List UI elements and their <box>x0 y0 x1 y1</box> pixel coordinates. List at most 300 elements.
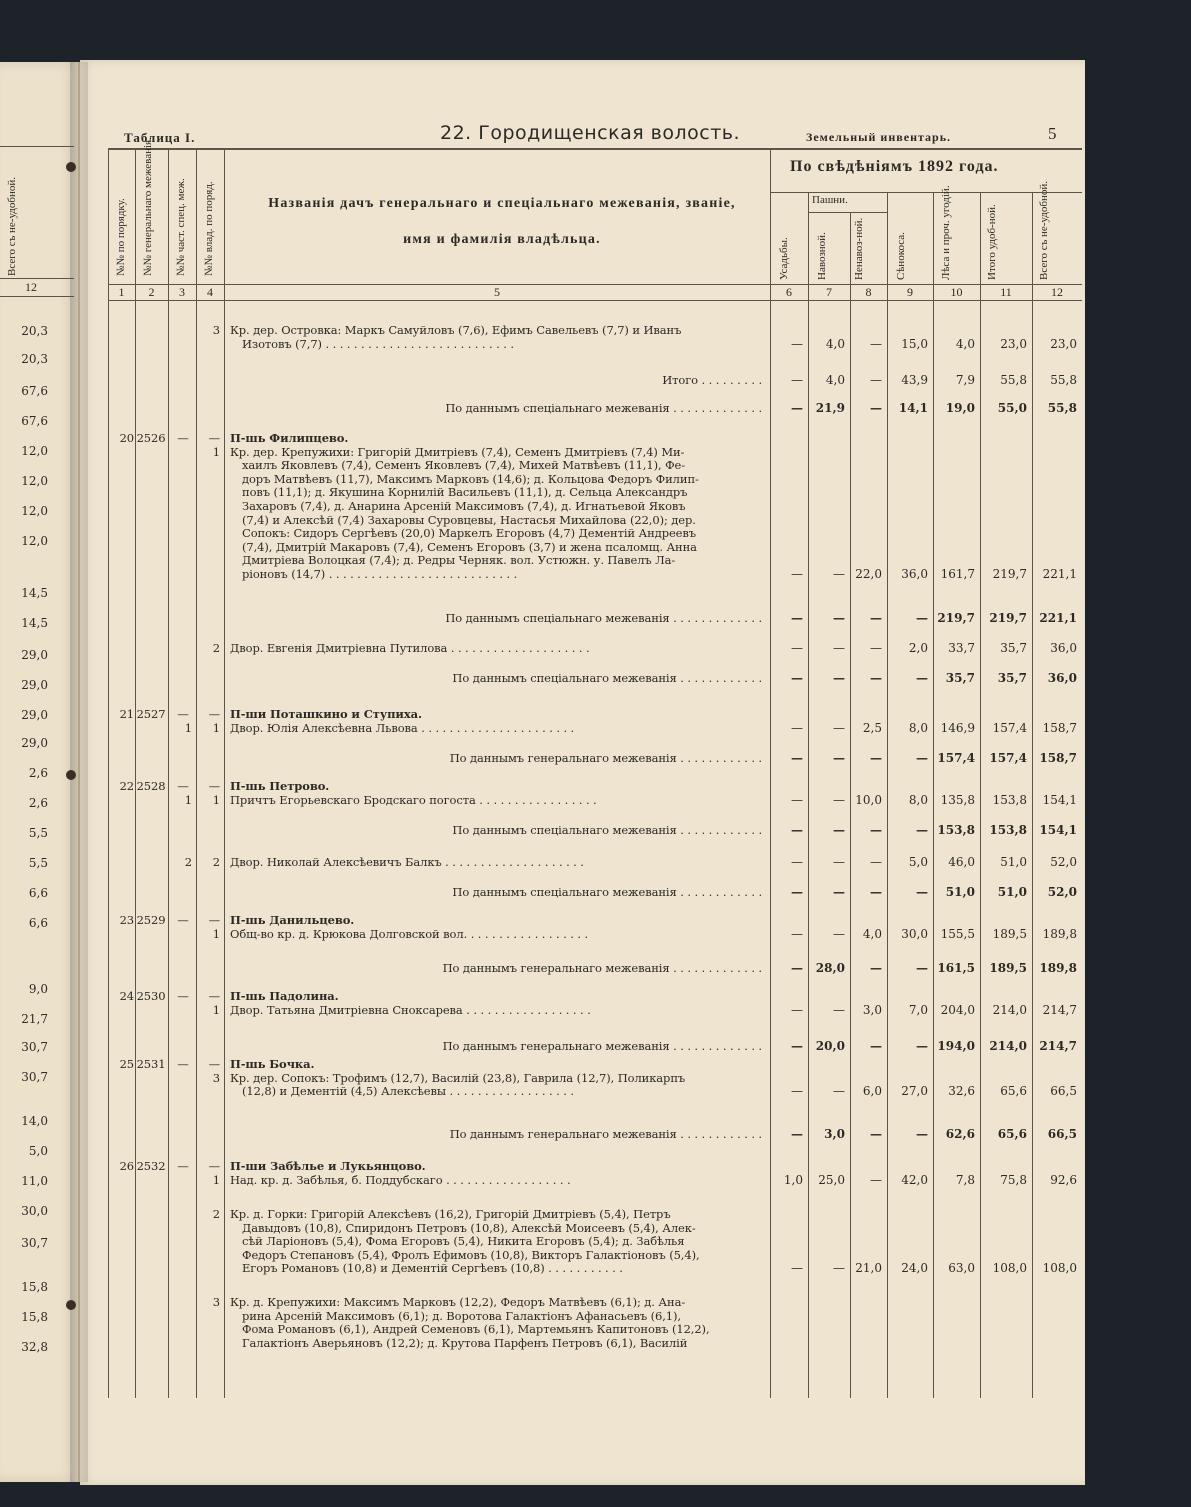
cell-value: 28,0 <box>815 961 845 975</box>
owner-number: — <box>208 779 220 793</box>
cell-value: 194,0 <box>937 1039 975 1053</box>
summary-label: По даннымъ спеціальнаго межеванія . . . . . . . . . . . . <box>452 671 762 685</box>
cell-value: — <box>791 823 803 837</box>
owner-number: — <box>208 707 220 721</box>
cell-value: — <box>791 751 803 765</box>
cell-value: — <box>870 611 882 625</box>
cell-value: 219,7 <box>992 567 1027 581</box>
cell-value: — <box>870 1127 882 1141</box>
left-page-value: 29,0 <box>21 678 48 692</box>
cell-value: 51,0 <box>1000 855 1027 869</box>
cell-value: — <box>791 926 803 941</box>
cell-value: — <box>833 567 845 581</box>
cell-value: 3,0 <box>824 1127 845 1141</box>
cell-value: 157,4 <box>937 751 975 765</box>
cell-value: 55,8 <box>1047 401 1077 415</box>
left-page-value: 9,0 <box>28 982 48 996</box>
cell-value: 23,0 <box>1050 336 1077 351</box>
cell-value: 35,7 <box>945 671 975 685</box>
owner-description-line: Егоръ Романовъ (10,8) и Дементій Сергѣевъ (10,8) . . . . . . . . . . . <box>242 1261 623 1276</box>
binding-ring-icon <box>66 770 76 780</box>
left-page-value: 11,0 <box>21 1174 48 1188</box>
cell-value: — <box>870 671 882 685</box>
col-number: 2 <box>148 285 155 299</box>
rule-vertical <box>224 148 225 1398</box>
left-page-value: 5,5 <box>28 826 48 840</box>
col-header-c2: №№ генеральнаго межеванія. <box>142 137 154 276</box>
owner-description-line: Двор. Юлія Алексѣевна Львова . . . . . . . . . . . . . . . . . . . . . . <box>230 720 575 735</box>
row-heading: П-шь Бочка. <box>230 1057 315 1071</box>
left-page-value: 21,7 <box>21 1012 48 1026</box>
cell-value: — <box>916 751 928 765</box>
cell-value: — <box>870 855 882 869</box>
summary-label: По даннымъ спеціальнаго межеванія . . . . . . . . . . . . <box>452 823 762 837</box>
binding-ring-icon <box>66 1300 76 1310</box>
cell-value: 158,7 <box>1039 751 1077 765</box>
owner-number: 1 <box>212 1172 220 1187</box>
spec-survey-number: — <box>177 1057 189 1071</box>
cell-value: — <box>791 1127 803 1141</box>
row-number: 23 <box>119 913 134 927</box>
cell-value: 2,0 <box>908 641 928 655</box>
cell-value: 66,5 <box>1050 1084 1077 1099</box>
cell-value: — <box>833 641 845 655</box>
owner-description-line: (7,4) и Алексѣй (7,4) Захаровы Суровцевы, Настасья Михайлова (22,0); дер. <box>242 512 696 527</box>
cell-value: 21,0 <box>855 1261 882 1276</box>
left-page-value: 30,7 <box>21 1040 48 1054</box>
left-page-value: 32,8 <box>21 1340 48 1354</box>
gen-survey-number: 2529 <box>136 913 166 927</box>
cell-value: 221,1 <box>1042 567 1077 581</box>
cell-value: — <box>791 373 803 387</box>
rule-horizontal <box>0 146 74 147</box>
cell-value: 55,0 <box>997 401 1027 415</box>
cell-value: — <box>833 823 845 837</box>
cell-value: 153,8 <box>992 792 1027 807</box>
cell-value: 2,5 <box>862 720 882 735</box>
cell-value: 92,6 <box>1050 1172 1077 1187</box>
cell-value: 4,0 <box>862 926 882 941</box>
cell-value: 189,8 <box>1042 926 1077 941</box>
owner-number: 1 <box>212 792 220 807</box>
owner-number: 2 <box>212 855 220 869</box>
cell-value: 135,8 <box>940 792 975 807</box>
cell-value: 204,0 <box>940 1002 975 1017</box>
cell-value: — <box>916 1039 928 1053</box>
cell-value: — <box>870 885 882 899</box>
cell-value: 7,0 <box>908 1002 928 1017</box>
cell-value: 75,8 <box>1000 1172 1027 1187</box>
cell-value: — <box>870 823 882 837</box>
col-number: 1 <box>118 285 125 299</box>
cell-value: — <box>833 885 845 899</box>
cell-value: 4,0 <box>825 373 845 387</box>
cell-value: 189,5 <box>992 926 1027 941</box>
summary-label: По даннымъ генеральнаго межеванія . . . . . . . . . . . . <box>449 751 762 765</box>
cell-value: 6,0 <box>862 1084 882 1099</box>
col-number: 11 <box>1000 285 1012 299</box>
cell-value: — <box>833 671 845 685</box>
rule-horizontal <box>770 192 1082 193</box>
cell-value: — <box>870 401 882 415</box>
col-number: 8 <box>865 285 872 299</box>
cell-value: 7,9 <box>955 373 975 387</box>
owner-description-line: Двор. Татьяна Дмитріевна Сноксарева . . . . . . . . . . . . . . . . . . <box>230 1002 591 1017</box>
row-number: 20 <box>119 431 134 445</box>
cell-value: — <box>833 1002 845 1017</box>
cell-value: — <box>916 823 928 837</box>
cell-value: 43,9 <box>901 373 928 387</box>
owner-description-line: Фома Романовъ (6,1), Андрей Семеновъ (6,1), Мартемьянъ Капитоновъ (12,2), <box>242 1322 710 1337</box>
owner-description-line: Общ-во кр. д. Крюкова Долговской вол. . . . . . . . . . . . . . . . . . <box>230 926 589 941</box>
summary-label: По даннымъ генеральнаго межеванія . . . . . . . . . . . . . <box>442 961 762 975</box>
col-number: 10 <box>950 285 963 299</box>
cell-value: — <box>791 641 803 655</box>
cell-value: 161,5 <box>937 961 975 975</box>
cell-value: 189,5 <box>989 961 1027 975</box>
owner-description-line: повъ (11,1); д. Якушина Корнилій Васильевъ (11,1), д. Сельца Александръ <box>242 485 688 500</box>
page-subtitle: Земельный инвентарь. <box>806 130 952 144</box>
cell-value: 161,7 <box>940 567 975 581</box>
row-heading: П-шь Петрово. <box>230 779 330 793</box>
cell-value: 214,7 <box>1042 1002 1077 1017</box>
left-page-value: 6,6 <box>28 916 48 930</box>
col-number: 6 <box>786 285 792 299</box>
cell-value: 189,8 <box>1039 961 1077 975</box>
row-number: 24 <box>119 989 134 1003</box>
cell-value: — <box>870 641 882 655</box>
owner-description-line: Захаровъ (7,4), д. Анарина Арсеній Максимовъ (7,4), д. Игнатьевой Яковъ <box>242 499 686 513</box>
row-heading: П-ши Забѣлье и Лукьянцово. <box>230 1159 426 1173</box>
rule-horizontal <box>0 296 74 297</box>
cell-value: 153,8 <box>937 823 975 837</box>
spec-survey-number: — <box>177 779 189 793</box>
cell-value: 1,0 <box>783 1172 803 1187</box>
rule-horizontal <box>0 278 74 279</box>
cell-value: 3,0 <box>862 1002 882 1017</box>
cell-value: 10,0 <box>855 792 882 807</box>
owner-number: 1 <box>212 926 220 941</box>
col-header-c1: №№ по порядку. <box>115 198 127 276</box>
owner-number: — <box>208 989 220 1003</box>
cell-value: — <box>833 720 845 735</box>
owner-number: — <box>208 431 220 445</box>
cell-value: 27,0 <box>901 1084 928 1099</box>
left-page-value: 14,5 <box>21 616 48 630</box>
col-header-c6: Усадьбы. <box>778 237 790 280</box>
cell-value: 214,0 <box>989 1039 1027 1053</box>
left-page-value: 6,6 <box>28 886 48 900</box>
col-header-c5: Названія дачъ генеральнаго и спеціальнаго межеванія, званіе, имя и фамилія владѣльца. <box>268 196 736 247</box>
owner-description-line: ріоновъ (14,7) . . . . . . . . . . . . . . . . . . . . . . . . . . . <box>242 567 518 581</box>
cell-value: — <box>916 1127 928 1141</box>
owner-number: 3 <box>212 323 220 337</box>
gen-survey-number: 2527 <box>136 707 166 721</box>
cell-value: 35,7 <box>1000 641 1027 655</box>
col-header-pashni: Пашни. <box>812 194 848 206</box>
owner-number: 1 <box>212 1002 220 1017</box>
cell-value: 8,0 <box>908 720 928 735</box>
left-page-value: 12,0 <box>21 474 48 488</box>
cell-value: — <box>870 1172 882 1187</box>
owner-description-line: Кр. д. Крепужихи: Максимъ Марковъ (12,2), Федоръ Матвѣевъ (6,1); д. Ана- <box>230 1295 686 1309</box>
col-header-c9: Сѣнокоса. <box>895 232 907 280</box>
cell-value: 108,0 <box>992 1261 1027 1276</box>
left-page-value: 30,7 <box>21 1236 48 1250</box>
cell-value: 5,0 <box>908 855 928 869</box>
col-header-c4: №№ влад. по поряд. <box>203 181 215 276</box>
left-page-value: 30,0 <box>21 1204 48 1218</box>
owner-description-line: Галактіонъ Аверьяновъ (12,2); д. Крутова Парфенъ Петровъ (6,1), Василій <box>242 1335 688 1350</box>
col-number: 4 <box>207 285 213 299</box>
left-page-value: 12,0 <box>21 504 48 518</box>
left-page-value: 29,0 <box>21 708 48 722</box>
owner-description-line: хаилъ Яковлевъ (7,4), Семенъ Яковлевъ (7,4), Михей Матвѣевъ (11,1), Фе- <box>242 458 686 473</box>
cell-value: — <box>916 611 928 625</box>
cell-value: — <box>870 373 882 387</box>
row-heading: П-шь Падолина. <box>230 989 339 1003</box>
left-page-value: 29,0 <box>21 648 48 662</box>
cell-value: 154,1 <box>1039 823 1077 837</box>
spec-survey-number: — <box>177 989 189 1003</box>
row-heading: П-ши Поташкино и Ступиха. <box>230 707 422 721</box>
left-page-value: 12,0 <box>21 444 48 458</box>
owner-description-line: Сопокъ: Сидоръ Сергѣевъ (20,0) Маркелъ Егоровъ (4,7) Дементій Андреевъ <box>242 526 696 541</box>
summary-label: Итого . . . . . . . . . <box>662 373 762 387</box>
cell-value: 32,6 <box>948 1084 975 1099</box>
cell-value: 25,0 <box>818 1172 845 1187</box>
rule-horizontal <box>108 148 1082 150</box>
owner-number: 1 <box>212 720 220 735</box>
cell-value: 30,0 <box>901 926 928 941</box>
row-heading: П-шь Филипцево. <box>230 431 349 445</box>
cell-value: — <box>791 336 803 351</box>
summary-label: По даннымъ спеціальнаго межеванія . . . . . . . . . . . . . <box>445 401 762 415</box>
owner-description-line: Давыдовъ (10,8), Спиридонъ Петровъ (10,8), Алексѣй Моисеевъ (5,4), Алек- <box>242 1220 696 1235</box>
owner-description-line: (7,4), Дмитрій Макаровъ (7,4), Семенъ Егоровъ (3,7) и жена псаломщ. Анна <box>242 539 697 554</box>
owner-description-line: Кр. д. Горки: Григорій Алексѣевъ (16,2), Григорій Дмитріевъ (5,4), Петръ <box>230 1207 671 1221</box>
cell-value: — <box>916 671 928 685</box>
summary-label: По даннымъ генеральнаго межеванія . . . . . . . . . . . . . <box>442 1039 762 1053</box>
gen-survey-number: 2532 <box>136 1159 166 1173</box>
cell-value: — <box>833 751 845 765</box>
cell-value: — <box>870 336 882 351</box>
cell-value: 36,0 <box>1050 641 1077 655</box>
col-header-c8: Ненавоз-ной. <box>853 217 865 280</box>
owner-description-line: доръ Матвѣевъ (11,7), Максимъ Марковъ (14,6); д. Кольцова Федоръ Филип- <box>242 471 699 486</box>
cell-value: — <box>791 720 803 735</box>
left-page-value: 20,3 <box>21 352 48 366</box>
cell-value: — <box>833 855 845 869</box>
cell-value: — <box>916 961 928 975</box>
owner-description-line: Причтъ Егорьевскаго Бродскаго погоста . . . . . . . . . . . . . . . . . <box>230 792 597 807</box>
cell-value: 51,0 <box>997 885 1027 899</box>
cell-value: 146,9 <box>940 720 975 735</box>
owner-number: 2 <box>212 1207 220 1221</box>
owner-description-line: сѣй Ларіоновъ (5,4), Фома Егоровъ (5,4), Никита Егоровъ (5,4); д. Забѣлья <box>242 1234 685 1249</box>
row-number: 21 <box>119 707 134 721</box>
rule-horizontal <box>108 300 1082 301</box>
summary-label: По даннымъ спеціальнаго межеванія . . . . . . . . . . . . <box>452 885 762 899</box>
cell-value: 219,7 <box>937 611 975 625</box>
cell-value: 157,4 <box>989 751 1027 765</box>
owner-number: 3 <box>212 1295 220 1309</box>
cell-value: 214,7 <box>1039 1039 1077 1053</box>
cell-value: 22,0 <box>855 567 882 581</box>
cell-value: 155,5 <box>940 926 975 941</box>
page-title: 22. Городищенская волость. <box>440 122 741 144</box>
cell-value: — <box>833 792 845 807</box>
left-page-value: 12,0 <box>21 534 48 548</box>
cell-value: 51,0 <box>945 885 975 899</box>
rule-vertical <box>168 148 169 1398</box>
spec-survey-number: 1 <box>184 792 192 807</box>
owner-number: — <box>208 913 220 927</box>
row-number: 26 <box>119 1159 134 1173</box>
cell-value: — <box>791 671 803 685</box>
left-page-value: 30,7 <box>21 1070 48 1084</box>
rule-vertical <box>196 148 197 1398</box>
table-label: Таблица I. <box>124 130 196 145</box>
cell-value: — <box>791 567 803 581</box>
left-page-value: 15,8 <box>21 1280 48 1294</box>
cell-value: 154,1 <box>1042 792 1077 807</box>
owner-description-line: Федоръ Степановъ (5,4), Фролъ Ефимовъ (10,8), Викторъ Галактіоновъ (5,4), <box>242 1247 700 1262</box>
cell-value: — <box>833 611 845 625</box>
spec-survey-number: — <box>177 431 189 445</box>
owner-description-line: Двор. Евгенія Дмитріевна Путилова . . . . . . . . . . . . . . . . . . . . <box>230 641 590 655</box>
col-number: 7 <box>826 285 832 299</box>
col-number: 9 <box>907 285 913 299</box>
rule-horizontal <box>808 212 887 213</box>
left-page-value: 2,6 <box>28 796 48 810</box>
cell-value: 24,0 <box>901 1261 928 1276</box>
col-header-c10: Лѣса и проч. угодій. <box>940 185 952 280</box>
cell-value: 52,0 <box>1050 855 1077 869</box>
owner-number: 3 <box>212 1070 220 1085</box>
cell-value: 46,0 <box>948 855 975 869</box>
row-heading: П-шь Данильцево. <box>230 913 355 927</box>
cell-value: — <box>791 401 803 415</box>
left-page-value: 5,5 <box>28 856 48 870</box>
spec-survey-number: — <box>177 707 189 721</box>
cell-value: 65,6 <box>997 1127 1027 1141</box>
spec-survey-number: 2 <box>184 855 192 869</box>
summary-label: По даннымъ генеральнаго межеванія . . . . . . . . . . . . <box>449 1127 762 1141</box>
cell-value: 7,8 <box>955 1172 975 1187</box>
owner-number: 1 <box>212 444 220 459</box>
owner-description-line: (12,8) и Дементій (4,5) Алексѣевы . . . . . . . . . . . . . . . . . . <box>242 1084 574 1099</box>
owner-description-line: Кр. дер. Сопокъ: Трофимъ (12,7), Василій (23,8), Гаврила (12,7), Поликарпъ <box>230 1070 686 1085</box>
spec-survey-number: — <box>177 913 189 927</box>
owner-number: 2 <box>212 641 220 655</box>
cell-value: 36,0 <box>901 567 928 581</box>
cell-value: 19,0 <box>945 401 975 415</box>
cell-value: 4,0 <box>825 336 845 351</box>
cell-value: 63,0 <box>948 1261 975 1276</box>
gen-survey-number: 2528 <box>136 779 166 793</box>
row-number: 22 <box>119 779 134 793</box>
cell-value: — <box>870 1039 882 1053</box>
cell-value: 20,0 <box>815 1039 845 1053</box>
left-page-value: 14,0 <box>21 1114 48 1128</box>
left-page-value: 67,6 <box>21 414 48 428</box>
cell-value: — <box>791 885 803 899</box>
cell-value: 35,7 <box>997 671 1027 685</box>
left-page-value: 15,8 <box>21 1310 48 1324</box>
cell-value: — <box>791 792 803 807</box>
cell-value: — <box>870 961 882 975</box>
owner-number: — <box>208 1057 220 1071</box>
rule-vertical <box>108 148 109 1398</box>
gen-survey-number: 2531 <box>136 1057 166 1071</box>
owner-description-line: Двор. Николай Алексѣевичъ Балкъ . . . . . . . . . . . . . . . . . . . . <box>230 855 584 869</box>
cell-value: 108,0 <box>1042 1261 1077 1276</box>
col-group-header: По свѣдѣніямъ 1892 года. <box>790 158 999 175</box>
cell-value: 66,5 <box>1047 1127 1077 1141</box>
cell-value: — <box>791 1261 803 1276</box>
cell-value: — <box>833 926 845 941</box>
cell-value: 65,6 <box>1000 1084 1027 1099</box>
owner-description-line: Изотовъ (7,7) . . . . . . . . . . . . . . . . . . . . . . . . . . . <box>242 336 514 351</box>
cell-value: 214,0 <box>992 1002 1027 1017</box>
cell-value: 52,0 <box>1047 885 1077 899</box>
cell-value: — <box>791 1039 803 1053</box>
owner-number: — <box>208 1159 220 1173</box>
left-page-value: 20,3 <box>21 324 48 338</box>
left-page-value: 14,5 <box>21 586 48 600</box>
left-col-number: 12 <box>25 280 37 294</box>
cell-value: — <box>916 885 928 899</box>
cell-value: 221,1 <box>1039 611 1077 625</box>
col-number: 5 <box>494 285 500 299</box>
owner-description-line: Кр. дер. Островка: Маркъ Самуйловъ (7,6), Ефимъ Савельевъ (7,7) и Иванъ <box>230 323 682 337</box>
gen-survey-number: 2526 <box>136 431 166 445</box>
left-page-value: 67,6 <box>21 384 48 398</box>
cell-value: 55,8 <box>1050 373 1077 387</box>
col-header-c12: Всего съ не-удобной. <box>1038 181 1050 280</box>
col-header-c3: №№ част. спец. меж. <box>175 178 187 276</box>
summary-label: По даннымъ спеціальнаго межеванія . . . . . . . . . . . . . <box>445 611 762 625</box>
cell-value: — <box>791 855 803 869</box>
left-page-value: 29,0 <box>21 736 48 750</box>
cell-value: 33,7 <box>948 641 975 655</box>
owner-description-line: Над. кр. д. Забѣлья, б. Поддубскаго . . . . . . . . . . . . . . . . . . <box>230 1172 571 1187</box>
col-number: 3 <box>179 285 185 299</box>
cell-value: 219,7 <box>989 611 1027 625</box>
cell-value: 36,0 <box>1047 671 1077 685</box>
col-header-c7: Навозной. <box>816 232 828 280</box>
cell-value: 4,0 <box>955 336 975 351</box>
gen-survey-number: 2530 <box>136 989 166 1003</box>
cell-value: 55,8 <box>1000 373 1027 387</box>
rule-vertical <box>770 148 771 1398</box>
cell-value: 21,9 <box>815 401 845 415</box>
cell-value: — <box>870 751 882 765</box>
cell-value: — <box>791 1002 803 1017</box>
cell-value: — <box>791 611 803 625</box>
cell-value: — <box>791 1084 803 1099</box>
cell-value: 62,6 <box>945 1127 975 1141</box>
spec-survey-number: — <box>177 1159 189 1173</box>
spec-survey-number: 1 <box>184 720 192 735</box>
left-col-header: Всего съ не-удобной. <box>6 177 18 276</box>
cell-value: — <box>833 1261 845 1276</box>
col-number: 12 <box>1051 285 1063 299</box>
cell-value: 23,0 <box>1000 336 1027 351</box>
cell-value: 153,8 <box>989 823 1027 837</box>
owner-description-line: Кр. дер. Крепужихи: Григорій Дмитріевъ (7,4), Семенъ Дмитріевъ (7,4) Ми- <box>230 444 685 459</box>
